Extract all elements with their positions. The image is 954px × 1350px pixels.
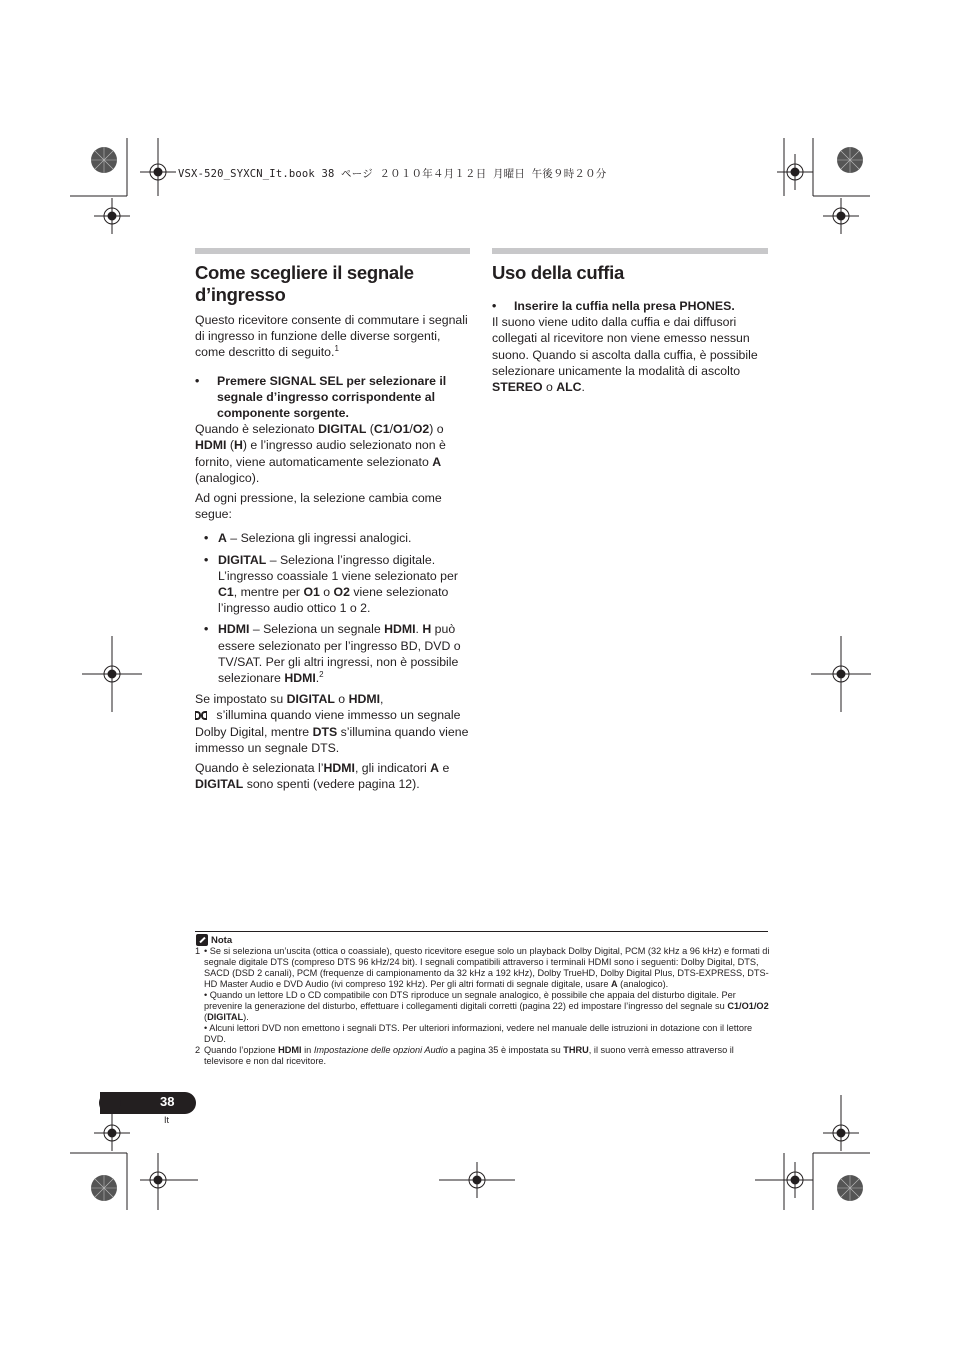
- instruction-step: • Inserire la cuffia nella presa PHONES.: [492, 299, 735, 313]
- list-item: • HDMI – Seleziona un segnale HDMI. H può essere selezionato per l’ingresso BD, DVD o TV/SAT. Per gli altri ingressi, non è possibile selezionare HDMI.$^2$: [204, 622, 461, 686]
- print-header: VSX-520_SYXCN_It.book 38 ページ ２０１０年４月１２日 月曜日 午後９時２０分: [178, 168, 607, 180]
- section-headphones: [492, 248, 768, 395]
- digital-hdmi-paragraph: Quando è selezionato DIGITAL (C1/O1/O2) o HDMI (H) e l’ingresso audio selezionato non è fornito, viene automaticamente selezionato A (analogico).: [195, 422, 446, 485]
- indicator-paragraph: Se impostato su DIGITAL o HDMI, s’illumina quando viene immesso un segnale Dolby Digital, mentre DTS s’illumina quando viene immesso un segnale DTS.: [195, 692, 469, 755]
- notes-divider: [195, 931, 768, 932]
- footnote-ref: 1: [334, 344, 339, 354]
- section-bar: [492, 248, 768, 254]
- footnote-1: 1 • Se si seleziona un’uscita (ottica o coassiale), questo ricevitore esegue solo un playback Dolby Digital, PCM (32 kHz a 96 kHz) e formati di segnale digitale DTS (compreso DTS 96 kHz/24 bit). I segnali compatibili attraverso i terminali HDMI sono i seguenti: Dolby Digital, DTS, SACD (DSD 2 canali), PCM (frequenze di campionamento da 32 kHz a 192 kHz), Dolby TrueHD, Dolby Digital Plus, DTS-EXPRESS, DTS-HD Master Audio e DVD Audio (ivi compreso 192 kHz). Per gli altri formati di segnale digitale, usare A (analogico). • Quando un lettore LD o CD compatibile con DTS riproduce un segnale analogico, è possibile che appaia del disturbo digitale. Per prevenire la generazione del disturbo, effettuare i collegamenti digitali corretti (pagina 22) ed impostare l’ingresso del segnale su C1/O1/O2 (DIGITAL). • Alcuni lettori DVD non emettono i segnali DTS. Per ulteriori informazioni, vedere nel manuale delle istruzioni in dotazione con il lettore DVD.: [195, 946, 770, 1044]
- pencil-note-icon: [196, 934, 208, 946]
- input-options-list: [195, 530, 470, 686]
- section-input-select: [195, 248, 470, 792]
- footnote-ref: 2: [319, 669, 324, 679]
- selection-cycle-paragraph: Ad ogni pressione, la selezione cambia come segue:: [195, 491, 442, 522]
- list-item: • A – Seleziona gli ingressi analogici.: [204, 531, 412, 546]
- page-number: 38: [160, 1094, 175, 1109]
- instruction-step: • Premere SIGNAL SEL per selezionare il segnale d’ingresso corrispondente al componente sorgente.: [195, 373, 447, 421]
- headphones-paragraph: Il suono viene udito dalla cuffia e dai diffusori collegati al ricevitore non viene emesso nessun suono. Quando si ascolta dalla cuffia, è possibile selezionare unicamente la modalità di ascolto STEREO o ALC.: [492, 315, 758, 395]
- section-bar: [195, 248, 470, 254]
- dolby-digital-icon: [195, 711, 207, 720]
- page-number-tab: [100, 1092, 196, 1114]
- intro-paragraph: Questo ricevitore consente di commutare i segnali di ingresso in funzione delle diverse sorgenti, come descritto di seguito.$^1$: [195, 313, 468, 360]
- footnotes: [195, 946, 770, 1067]
- section-title: Come scegliere il segnale d’ingresso: [195, 262, 414, 305]
- footnote-2: 2 Quando l’opzione HDMI in Impostazione delle opzioni Audio a pagina 35 è impostata su THRU, il suono verrà emesso attraverso il televisore e non dal ricevitore.: [195, 1045, 734, 1066]
- notes-heading: Nota: [196, 934, 232, 946]
- section-title: Uso della cuffia: [492, 262, 624, 283]
- list-item: • DIGITAL – Seleziona l’ingresso digitale. L’ingresso coassiale 1 viene selezionato per C1, mentre per O1 o O2 viene selezionato l’ingresso audio ottico 1 o 2.: [204, 552, 458, 616]
- page-language: It: [164, 1115, 170, 1125]
- hdmi-indicator-paragraph: Quando è selezionata l’HDMI, gli indicatori A e DIGITAL sono spenti (vedere pagina 12).: [195, 761, 450, 792]
